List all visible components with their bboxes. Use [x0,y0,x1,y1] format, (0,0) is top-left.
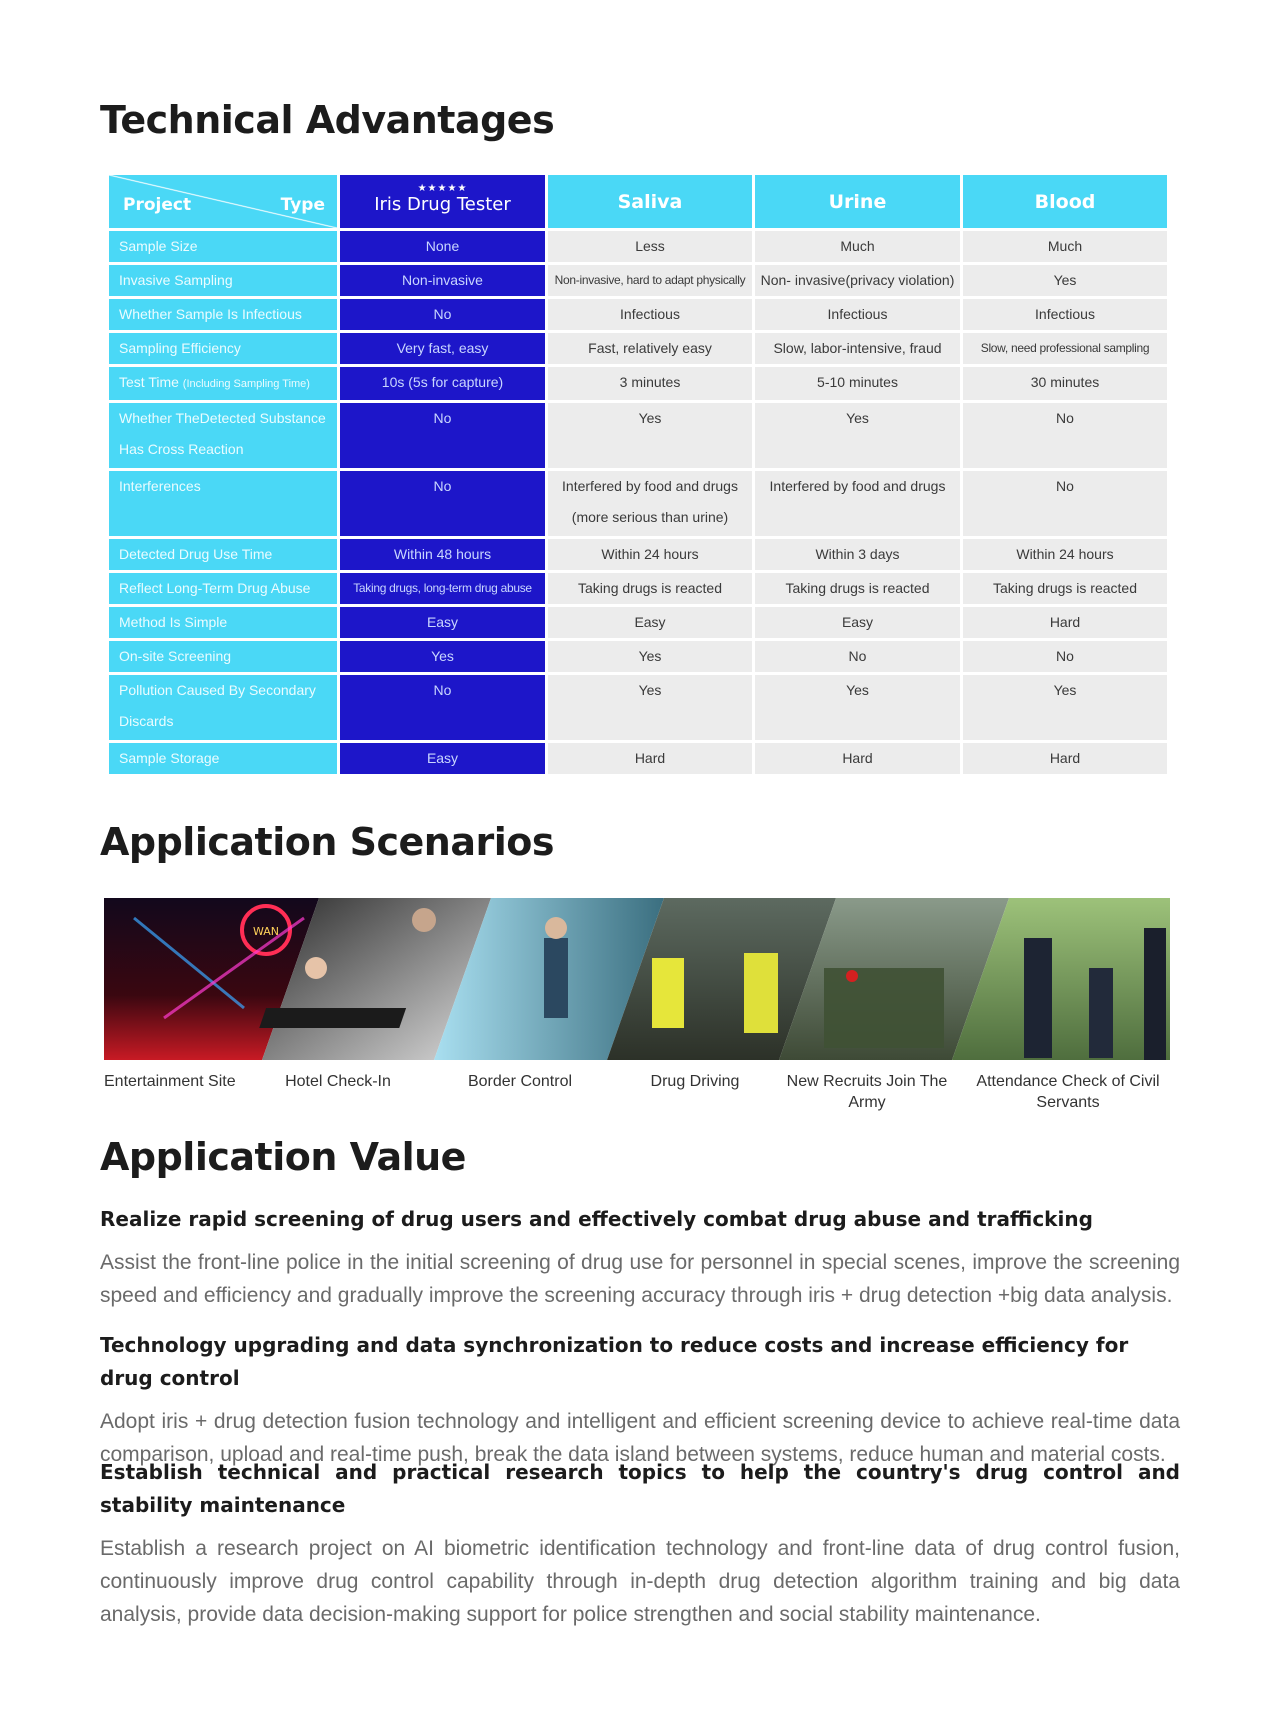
blood-cell: Yes [963,265,1167,296]
blood-cell: Much [963,231,1167,262]
neon-sign-text: WAN [252,925,280,938]
table-row [109,265,1167,296]
table-row [109,641,1167,672]
scenario-photo-strip [104,898,1170,1060]
iris-cell: Very fast, easy [340,333,545,364]
urine-cell: Slow, labor-intensive, fraud [755,333,960,364]
red-flower-icon [846,970,858,982]
column-header-saliva: Saliva [548,175,752,228]
saliva-cell: Hard [548,743,752,774]
blood-cell: Hard [963,607,1167,638]
iris-cell: No [340,299,545,330]
row-label: Reflect Long-Term Drug Abuse [109,573,337,604]
blood-cell: Infectious [963,299,1167,330]
row-label: On-site Screening [109,641,337,672]
caption-drug-driving: Drug Driving [650,1073,740,1090]
iris-cell: Within 48 hours [340,539,545,570]
row-label: Interferences [109,471,337,536]
row-label: Detected Drug Use Time [109,539,337,570]
urine-cell: No [755,641,960,672]
application-scenarios-title: Application Scenarios [100,820,554,864]
caption-border-control: Border Control [467,1073,573,1090]
column-header-iris-label: Iris Drug Tester [374,194,511,215]
table-header-row [109,175,1167,228]
value-body: Assist the front-line police in the initial screening of drug use for personnel in special scenes, improve the screening speed and efficiency and gradually improve the screening accuracy through iris + drug detection +big data analysis. [100,1251,1180,1307]
civil-servant-suit-icon [1089,968,1113,1058]
iris-cell: Non-invasive [340,265,545,296]
caption-attendance-civil-servants: Attendance Check of Civil Servants [976,1073,1160,1111]
iris-cell: No [340,471,545,536]
urine-cell: Hard [755,743,960,774]
police-vest-icon [652,958,684,1028]
value-body: Adopt iris + drug detection fusion technology and intelligent and efficient screening device to achieve real-time data comparison, upload and real-time push, break the data island between systems, reduce human and material costs. [100,1410,1180,1466]
table-row [109,403,1167,468]
blood-cell: No [963,641,1167,672]
police-vest-icon [744,953,778,1033]
value-item-1 [100,1203,1180,1312]
caption-entertainment-site: Entertainment Site [104,1073,236,1090]
value-heading: Establish technical and practical research topics to help the country's drug control and stability maintenance [100,1460,1180,1517]
civil-servant-suit-icon [1024,938,1052,1058]
row-label: Pollution Caused By Secondary Discards [109,675,337,740]
saliva-cell: Yes [548,403,752,468]
iris-cell: Taking drugs, long-term drug abuse [340,573,545,604]
urine-cell: Interfered by food and drugs [755,471,960,536]
technical-advantages-title: Technical Advantages [100,98,555,142]
row-label: Method Is Simple [109,607,337,638]
saliva-cell: Interfered by food and drugs (more serious than urine) [548,471,752,536]
table-row [109,299,1167,330]
civil-servant-suit-icon [1144,928,1166,1060]
table-row [109,367,1167,400]
receptionist-head-icon [305,957,327,979]
urine-cell: Infectious [755,299,960,330]
blood-cell: Slow, need professional sampling [963,333,1167,364]
saliva-cell: 3 minutes [548,367,752,400]
value-item-2 [100,1329,1180,1471]
saliva-cell: Yes [548,641,752,672]
saliva-cell: Non-invasive, hard to adapt physically [548,265,752,296]
table-row [109,333,1167,364]
table-row [109,743,1167,774]
saliva-cell: Less [548,231,752,262]
application-value-title: Application Value [100,1135,466,1179]
row-label: Whether Sample Is Infectious [109,299,337,330]
row-label-note: (Including Sampling Time) [182,378,310,390]
recruits-group-icon [824,968,944,1048]
row-label: Test Time [119,374,179,390]
iris-cell: No [340,675,545,740]
saliva-cell: Infectious [548,299,752,330]
guest-head-icon [412,908,436,932]
column-header-urine: Urine [755,175,960,228]
comparison-table [106,172,1170,777]
iris-cell: No [340,403,545,468]
caption-hotel-check-in: Hotel Check-In [285,1073,391,1090]
value-body: Establish a research project on AI biometric identification technology and front-line data of drug control fusion, continuously improve drug control capability through in-depth drug detection algorithm training and big data analysis, provide data decision-making support for police strengthen and social stability maintenance. [100,1537,1180,1626]
blood-cell: Hard [963,743,1167,774]
urine-cell: Yes [755,403,960,468]
iris-cell: Yes [340,641,545,672]
value-item-3 [100,1456,1180,1631]
blood-cell: 30 minutes [963,367,1167,400]
row-label: Sample Storage [109,743,337,774]
urine-cell: Non- invasive(privacy violation) [755,265,960,296]
corner-type-label: Type [280,195,325,215]
blood-cell: Within 24 hours [963,539,1167,570]
row-label: Invasive Sampling [109,265,337,296]
value-heading: Realize rapid screening of drug users and effectively combat drug abuse and trafficking [100,1207,1093,1231]
saliva-cell: Fast, relatively easy [548,333,752,364]
corner-header [109,175,337,228]
column-header-blood: Blood [963,175,1167,228]
blood-cell: No [963,471,1167,536]
urine-cell: 5-10 minutes [755,367,960,400]
blood-cell: Taking drugs is reacted [963,573,1167,604]
row-label-test-time [109,367,337,400]
column-header-iris [340,175,545,228]
saliva-cell: Taking drugs is reacted [548,573,752,604]
row-label: Sample Size [109,231,337,262]
urine-cell: Taking drugs is reacted [755,573,960,604]
blood-cell: No [963,403,1167,468]
table-row [109,607,1167,638]
value-heading: Technology upgrading and data synchronization to reduce costs and increase efficiency for drug control [100,1333,1129,1390]
urine-cell: Easy [755,607,960,638]
table-row [109,231,1167,262]
iris-cell: Easy [340,607,545,638]
border-officer-icon [544,938,568,1018]
saliva-cell: Easy [548,607,752,638]
iris-cell: None [340,231,545,262]
urine-cell: Much [755,231,960,262]
saliva-cell: Yes [548,675,752,740]
iris-cell: 10s (5s for capture) [340,367,545,400]
hotel-counter-icon [259,1008,406,1028]
table-row [109,675,1167,740]
row-label: Whether TheDetected Substance Has Cross Reaction [109,403,337,468]
scenario-photos [104,898,1170,1060]
urine-cell: Within 3 days [755,539,960,570]
table-row [109,573,1167,604]
caption-new-recruits: New Recruits Join The Army [786,1073,948,1111]
row-label: Sampling Efficiency [109,333,337,364]
urine-cell: Yes [755,675,960,740]
border-officer-head-icon [545,917,567,939]
iris-cell: Easy [340,743,545,774]
rating-stars-icon: ★★★★★ [417,183,468,194]
table-row [109,539,1167,570]
saliva-cell: Within 24 hours [548,539,752,570]
blood-cell: Yes [963,675,1167,740]
corner-project-label: Project [123,195,192,215]
table-row [109,471,1167,536]
